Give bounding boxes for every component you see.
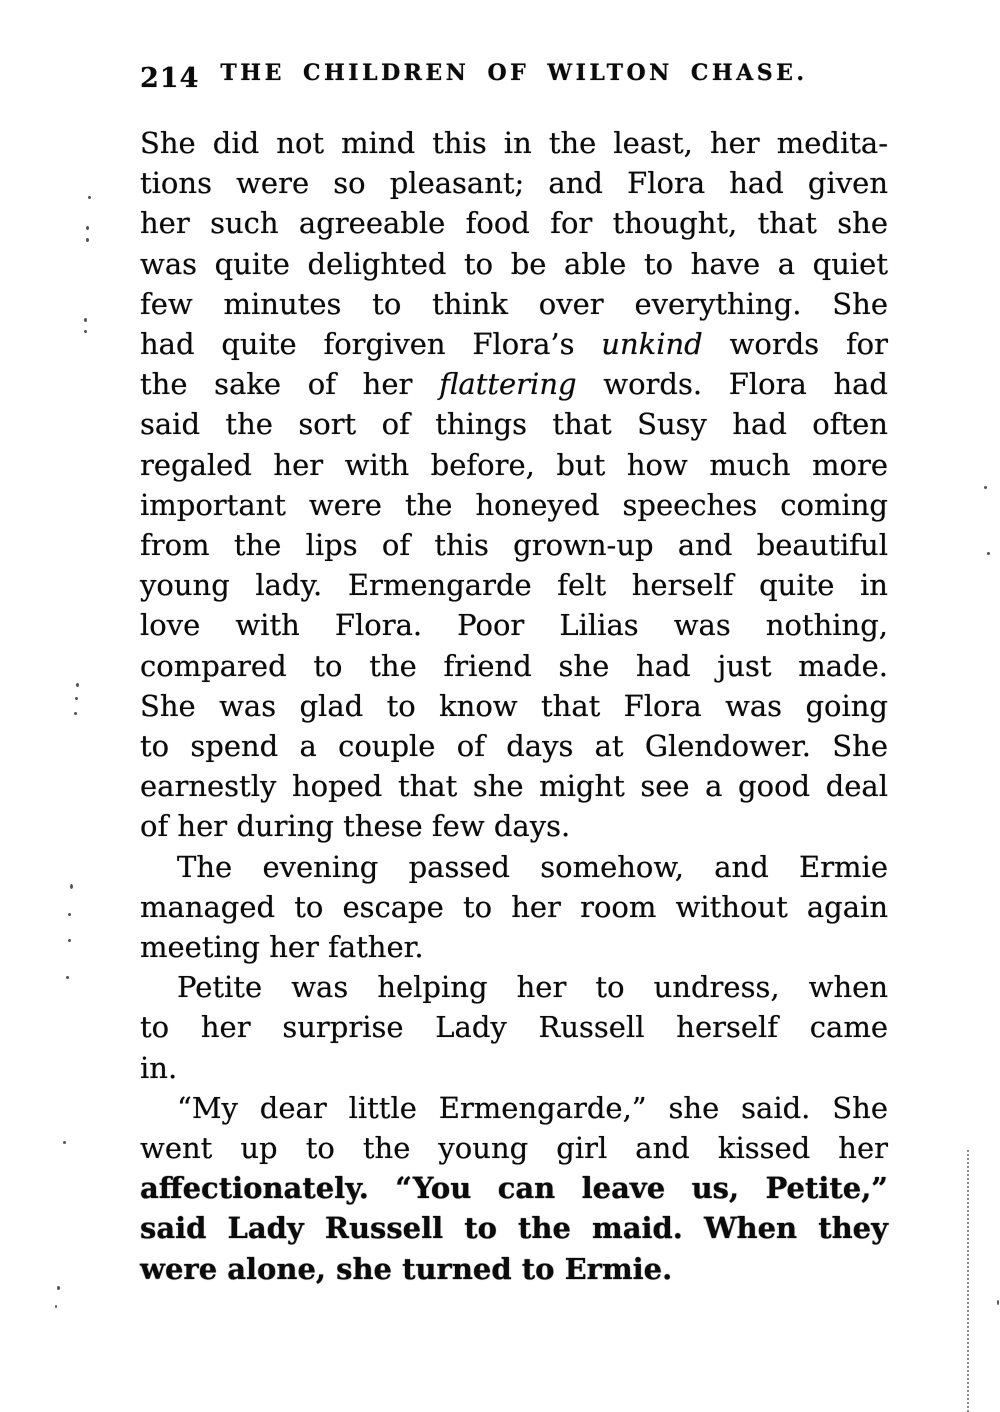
text-segment: affectionately. “You can leave us, Petite,”: [140, 1171, 888, 1206]
text-line: [140, 244, 888, 284]
text-segment: The evening passed somehow, and Ermie: [177, 849, 888, 884]
text-line: [140, 525, 888, 565]
text-line: [140, 686, 888, 726]
text-line: [140, 766, 888, 806]
scan-speck: [86, 238, 89, 242]
text-segment: She did not mind this in the least, her medita-: [140, 126, 888, 160]
text-segment: her such agreeable food for thought, that she: [140, 206, 888, 241]
text-segment: important were the honeyed speeches coming: [140, 487, 888, 522]
scan-speck: [984, 486, 987, 489]
text-line: [140, 847, 888, 887]
text-line: [140, 1168, 888, 1208]
text-line: [140, 1048, 888, 1088]
text-line: [140, 324, 888, 364]
text-segment: had quite forgiven Flora’s: [140, 327, 602, 362]
text-line: [140, 927, 888, 967]
italic-text: flattering: [439, 367, 577, 402]
text-segment: She was glad to know that Flora was going: [140, 688, 888, 723]
scan-speck: [88, 196, 91, 199]
scan-speck: [74, 712, 77, 715]
text-segment: from the lips of this grown-up and beautiful: [140, 528, 888, 563]
text-line: [140, 364, 888, 404]
page-body-text: [140, 123, 888, 1289]
text-line: [140, 1128, 888, 1168]
text-line: [140, 203, 888, 243]
text-segment: words. Flora had: [576, 367, 888, 402]
text-line: [140, 1007, 888, 1047]
text-segment: said the sort of things that Susy had often: [140, 407, 888, 442]
running-title: THE CHILDREN OF WILTON CHASE.: [220, 60, 808, 86]
scan-edge-line: [967, 1150, 969, 1412]
text-line: [140, 163, 888, 203]
text-line: [140, 605, 888, 645]
text-segment: managed to escape to her room without again: [140, 889, 888, 924]
text-line: [140, 485, 888, 525]
text-segment: words for: [702, 327, 888, 362]
text-line: [140, 1088, 888, 1128]
text-segment: of her during these few days.: [140, 809, 571, 844]
text-segment: tions were so pleasant; and Flora had given: [140, 166, 888, 201]
text-segment: in.: [140, 1050, 178, 1085]
scan-speck: [84, 318, 87, 322]
text-line: [140, 967, 888, 1007]
text-segment: to spend a couple of days at Glendower. She: [140, 729, 888, 764]
text-segment: was quite delighted to be able to have a quiet: [140, 246, 888, 281]
text-segment: regaled her with before, but how much more: [140, 447, 888, 482]
text-line: [140, 1208, 888, 1248]
scan-speck: [68, 939, 71, 942]
text-segment: to her surprise Lady Russell herself came: [140, 1010, 888, 1045]
text-line: [140, 806, 888, 846]
text-line: [140, 646, 888, 686]
page-number: 214: [140, 63, 200, 94]
scan-speck: [57, 1286, 60, 1290]
text-line: [140, 565, 888, 605]
italic-text: unkind: [601, 327, 703, 362]
scan-speck: [63, 1141, 66, 1144]
scan-speck: [86, 226, 89, 230]
scan-speck: [76, 683, 79, 687]
page-header: [140, 60, 888, 94]
text-segment: were alone, she turned to Ermie.: [140, 1251, 673, 1286]
text-segment: went up to the young girl and kissed her: [140, 1131, 888, 1166]
scan-speck: [66, 976, 69, 979]
text-line: [140, 887, 888, 927]
text-line: [140, 445, 888, 485]
text-line: [140, 1249, 888, 1289]
text-line: [140, 284, 888, 324]
text-segment: earnestly hoped that she might see a good deal: [140, 769, 888, 804]
text-segment: young lady. Ermengarde felt herself quite in: [140, 568, 888, 603]
scan-speck: [70, 884, 73, 889]
text-segment: “My dear little Ermengarde,” she said. She: [177, 1090, 888, 1125]
scan-speck: [84, 330, 87, 333]
scan-speck: [987, 552, 990, 555]
text-segment: Petite was helping her to undress, when: [177, 970, 888, 1005]
text-segment: compared to the friend she had just made.: [140, 648, 888, 683]
text-segment: few minutes to think over everything. She: [140, 286, 888, 321]
text-line: [140, 404, 888, 444]
text-line: [140, 726, 888, 766]
text-segment: meeting her father.: [140, 930, 424, 965]
text-line: [140, 123, 888, 163]
scan-speck: [68, 913, 71, 916]
scan-speck: [75, 697, 78, 700]
scan-speck: [997, 1300, 999, 1305]
text-segment: the sake of her: [140, 367, 440, 402]
scan-speck: [55, 1305, 57, 1308]
text-segment: love with Flora. Poor Lilias was nothing,: [140, 608, 888, 643]
text-segment: said Lady Russell to the maid. When they: [140, 1211, 888, 1246]
